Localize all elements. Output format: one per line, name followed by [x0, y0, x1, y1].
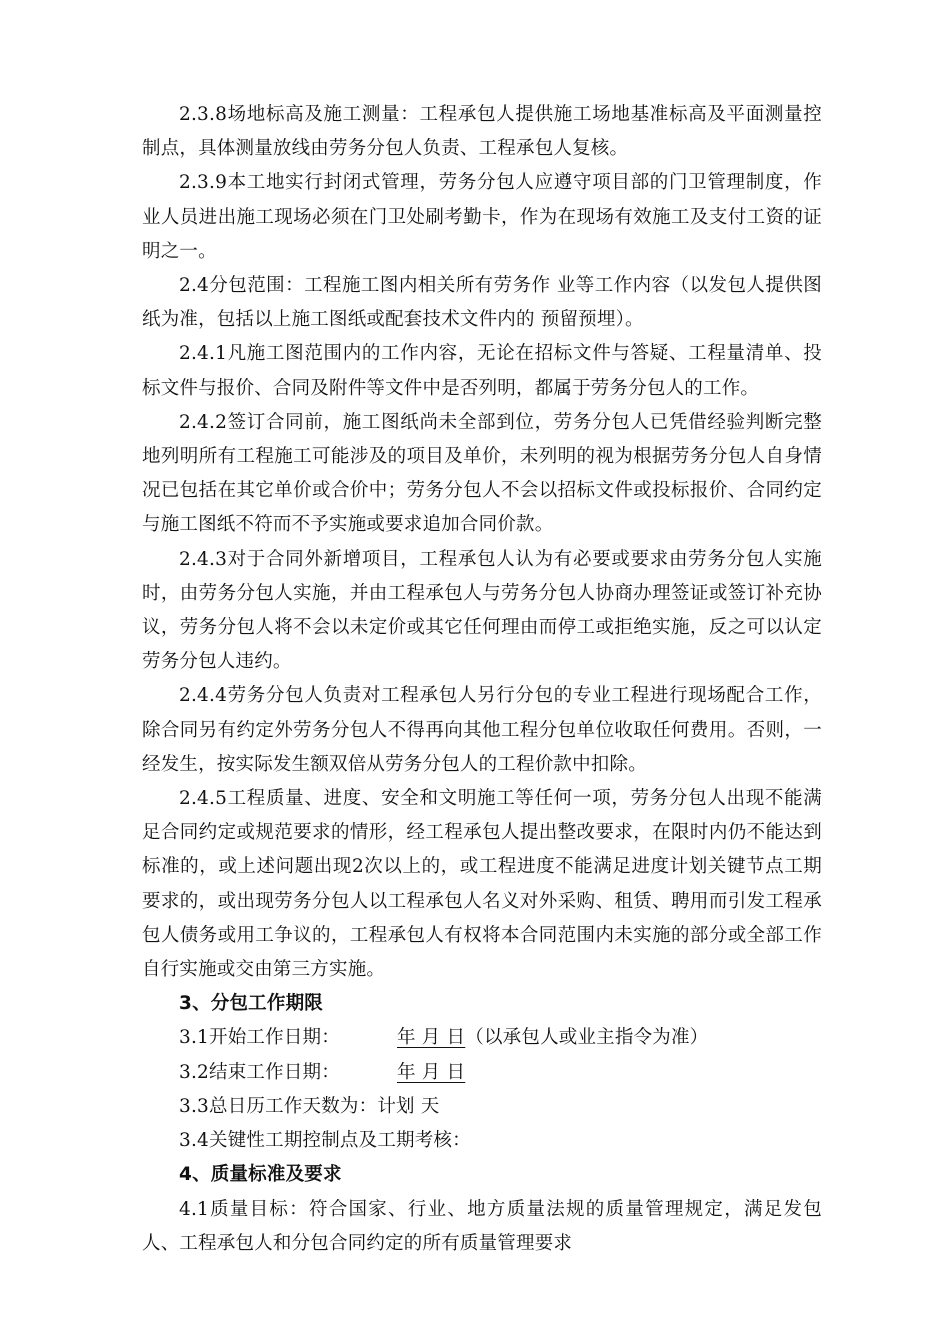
total-days-row: 3.3总日历工作天数为：计划 天 — [179, 1095, 440, 1117]
clause-2-4: 2.4分包范围：工程施工图内相关所有劳务作 业等工作内容（以发包人提供图纸为准，包括以上施工图纸或配套技术文件内的 预留预埋）。 — [142, 275, 822, 331]
section-4-heading: 4、质量标准及要求 — [179, 1164, 342, 1186]
start-date-label: 3.1开始工作日期： — [179, 1027, 340, 1049]
clause-2-4-5: 2.4.5工程质量、进度、安全和文明施工等任何一项，劳务分包人出现不能满足合同约定或规范要求的情形，经工程承包人提出整改要求，在限时内仍不能达到标准的，或上述问题出现2次以上的，或工程进度不能满足进度计划关键节点工期要求的，或出现劳务分包人以工程承包人名义对外采购、租赁、聘用而引发工程承包人债务或用工争议的，工程承包人有权将本合同范围内未实施的部分或全部工作自行实施或交由第三方实施。 — [142, 788, 822, 981]
clause-2-4-4: 2.4.4劳务分包人负责对工程承包人另行分包的专业工程进行现场配合工作，除合同另有约定外劳务分包人不得再向其他工程分包单位收取任何费用。否则，一经发生，按实际发生额双倍从劳务分包人的工程价款中扣除。 — [142, 685, 822, 775]
milestones-row: 3.4关键性工期控制点及工期考核： — [179, 1130, 471, 1152]
clause-2-3-8: 2.3.8场地标高及施工测量：工程承包人提供施工场地基准标高及平面测量控制点，具体测量放线由劳务分包人负责、工程承包人复核。 — [142, 104, 822, 160]
end-date-label: 3.2结束工作日期： — [179, 1061, 340, 1083]
start-date-value: 年 月 日 — [397, 1027, 466, 1049]
document-page — [142, 98, 822, 1261]
clause-4-1: 4.1质量目标：符合国家、行业、地方质量法规的质量管理规定，满足发包人、工程承包人和分包合同约定的所有质量管理要求 — [142, 1198, 822, 1254]
start-date-note: （以承包人或业主指令为准） — [465, 1027, 709, 1049]
end-date-row — [142, 1056, 822, 1090]
clause-2-4-3: 2.4.3对于合同外新增项目，工程承包人认为有必要或要求由劳务分包人实施时，由劳务分包人实施，并由工程承包人与劳务分包人协商办理签证或签订补充协议，劳务分包人将不会以未定价或其它任何理由而停工或拒绝实施，反之可以认定劳务分包人违约。 — [142, 548, 822, 673]
end-date-value: 年 月 日 — [397, 1061, 466, 1083]
clause-2-3-9: 2.3.9本工地实行封闭式管理，劳务分包人应遵守项目部的门卫管理制度，作业人员进出施工现场必须在门卫处刷考勤卡，作为在现场有效施工及支付工资的证明之一。 — [142, 172, 822, 262]
clause-2-4-2: 2.4.2签订合同前，施工图纸尚未全部到位，劳务分包人已凭借经验判断完整地列明所有工程施工可能涉及的项目及单价，未列明的视为根据劳务分包人自身情况已包括在其它单价或合价中；劳务分包人不会以招标文件或投标报价、合同约定与施工图纸不符而不予实施或要求追加合同价款。 — [142, 411, 822, 536]
start-date-row — [142, 1021, 822, 1055]
section-3-heading: 3、分包工作期限 — [179, 993, 323, 1015]
clause-2-4-1: 2.4.1凡施工图范围内的工作内容，无论在招标文件与答疑、工程量清单、投标文件与报价、合同及附件等文件中是否列明，都属于劳务分包人的工作。 — [142, 343, 822, 399]
